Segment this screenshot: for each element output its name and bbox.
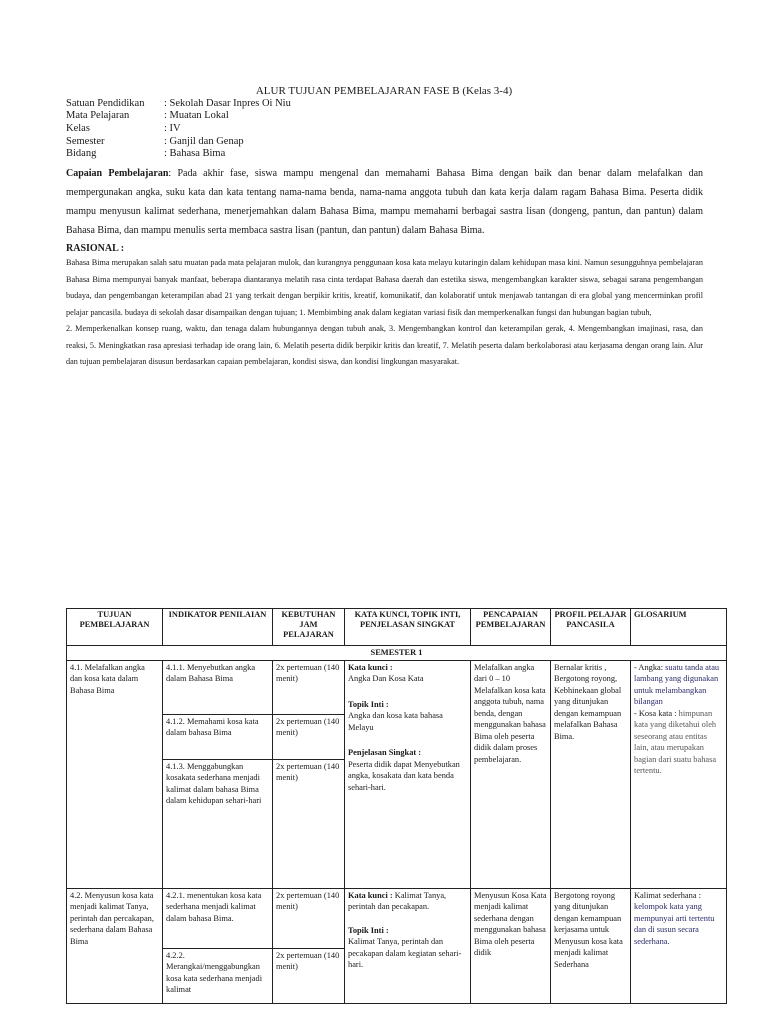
info-value: : Sekolah Dasar Inpres Oi Niu <box>164 98 291 109</box>
jam-cell <box>273 888 345 1003</box>
profil-cell: Bergotong royong yang ditunjukan dengan kemampuan kerjasama untuk Menyusun kosa kata menjadi kalimat Sederhana <box>551 888 631 1003</box>
capaian-label: Capaian Pembelajaran <box>66 168 169 179</box>
glosarium-definition: kelompok kata yang mempunyai arti tertentu dan di susun secara sederhana. <box>634 902 715 946</box>
tujuan-cell: 4.1. Melafalkan angka dan kosa kata dalam Bahasa Bima <box>67 660 163 888</box>
glosarium-cell <box>631 660 727 888</box>
glosarium-entry <box>634 708 723 777</box>
indikator-item: 4.2.2. Merangkai/menggabungkan kosa kata sederhana menjadi kalimat <box>163 948 272 997</box>
info-key: Kelas <box>66 123 90 134</box>
info-key: Semester <box>66 136 105 147</box>
capaian-text: : Pada akhir fase, siswa mampu mengenal dan memahami Bahasa Bima dengan baik dan benar dalam melafalkan dan mempergunakan angka, suku kata dan kata tentang nama-nama benda, nama-nama anggota tubuh dan kata kerja dalam ragam Bahasa Bima. Peserta didik mampu menyusun kalimat sederhana, menerjemahkan dalam Bahasa Bima, mampu memahami berbagai sastra lisan (dongeng, pantun, dan pantun) dalam Bahasa Bima, dan mampu menulis serta membaca sastra lisan (pantun, dan pantun) dalam Bahasa Bima. <box>66 168 704 236</box>
rasional-paragraph-2: 2. Memperkenalkan konsep ruang, waktu, dan tenaga dalam hubungannya dengan tubuh anak, 3. Mengembangkan kontrol dan keterampilan gerak, 4. Mengembangkan imajinasi, rasa, dan reaksi, 5. Meningkatkan rasa apresiasi terhadap ide orang lain, 6. Melatih peserta didik berpikir kritis dan kreatif, 7. Melatih peserta dalam berkolaborasi atau kerjasama dengan orang lain. Alur dan tujuan pembelajaran disusun berdasarkan capaian pembelajaran, kondisi siswa, dan kondisi lingkungan masyarakat. <box>66 324 703 366</box>
table-header-row <box>67 609 727 646</box>
indikator-item: 4.1.3. Menggabungkan kosakata sederhana menjadi kalimat dalam bahasa Bima dalam kehidupan sehari-hari <box>163 759 272 808</box>
indikator-cell <box>163 888 273 1003</box>
topik-inti-text: Kalimat Tanya, perintah dan pecakapan dalam kegiatan sehari-hari. <box>348 937 462 969</box>
glosarium-entry <box>634 662 723 708</box>
jam-item: 2x pertemuan (140 menit) <box>273 759 344 785</box>
glosarium-cell <box>631 888 727 1003</box>
kata-kunci-cell <box>345 888 471 1003</box>
info-value: : Ganjil dan Genap <box>164 136 244 147</box>
kata-kunci-label: Kata kunci : <box>348 890 393 900</box>
kata-kunci-entry <box>348 890 467 913</box>
pencapaian-cell: Menyusun Kosa Kata menjadi kalimat sederhana dengan menggunakan bahasa Bima oleh peserta didik <box>471 888 551 1003</box>
indikator-cell <box>163 660 273 888</box>
rasional-heading: RASIONAL : <box>66 243 125 254</box>
capaian-pembelajaran <box>66 164 703 240</box>
penjelasan-text: Peserta didik dapat Menyebutkan angka, kosakata dan kata benda sehari-hari. <box>348 759 460 792</box>
glosarium-definition: himpunan kata yang diketahui oleh seseorang atau entitas lain, atau merupakan bagian dari suatu bahasa tertentu. <box>634 708 717 775</box>
kata-kunci-text: Angka Dan Kosa Kata <box>348 674 424 683</box>
topik-inti-label: Topik Inti : <box>348 925 389 935</box>
info-key: Bidang <box>66 148 97 159</box>
tujuan-cell: 4.2. Menyusun kosa kata menjadi kalimat Tanya, perintah dan percakapan, sederhana dalam Bahasa Bima <box>67 888 163 1003</box>
jam-item: 2x pertemuan (140 menit) <box>276 890 340 911</box>
info-key: Mata Pelajaran <box>66 110 130 121</box>
header-cell: GLOSARIUM <box>631 609 727 646</box>
indikator-item: 4.1.2. Memahami kosa kata dalam bahasa Bima <box>163 714 272 759</box>
header-cell: PROFIL PELAJAR PANCASILA <box>551 609 631 646</box>
header-cell: KEBUTUHAN JAM PELAJARAN <box>273 609 345 646</box>
info-value: : IV <box>164 123 181 134</box>
header-cell: INDIKATOR PENILAIAN <box>163 609 273 646</box>
penjelasan-label: Penjelasan Singkat : <box>348 748 422 757</box>
profil-cell: Bernalar kritis , Bergotong royong, Kebhinekaan global yang ditunjukan dengan kemampuan melafalkan Bahasa Bima. <box>551 660 631 888</box>
rasional-body <box>66 255 703 371</box>
pencapaian-cell: Melafalkan angka dari 0 – 10 Melafalkan kosa kata anggota tubuh, nama benda, dengan menggunakan bahasa Bima oleh peserta didik dalam proses pembelajaran. <box>471 660 551 888</box>
kata-kunci-text: Kalimat Tanya, perintah dan pecakapan. <box>348 890 447 911</box>
glosarium-definition: suatu tanda atau lambang yang digunakan untuk melambangkan bilangan <box>634 662 720 706</box>
topik-inti-text: Angka dan kosa kata bahasa Melayu <box>348 711 443 732</box>
header-cell: KATA KUNCI, TOPIK INTI, PENJELASAN SINGKAT <box>345 609 471 646</box>
semester-row <box>67 646 727 661</box>
info-value: : Muatan Lokal <box>164 110 229 121</box>
jam-item: 2x pertemuan (140 menit) <box>273 714 344 759</box>
indikator-item: 4.1.1. Menyebutkan angka dalam Bahasa Bima <box>166 662 256 683</box>
table-row <box>67 660 727 888</box>
indikator-item: 4.2.1. menentukan kosa kata sederhana menjadi kalimat dalam bahasa Bima. <box>166 890 262 923</box>
atp-table <box>66 608 727 1004</box>
jam-item: 2x pertemuan (140 menit) <box>276 662 340 683</box>
glosarium-term: - Angka: <box>634 662 664 672</box>
jam-cell <box>273 660 345 888</box>
glosarium-term: Kalimat sederhana : <box>634 890 701 900</box>
table-row <box>67 888 727 1003</box>
semester-label: SEMESTER 1 <box>67 646 727 661</box>
page-title: ALUR TUJUAN PEMBELAJARAN FASE B (Kelas 3-4) <box>255 85 513 97</box>
rasional-paragraph-1: Bahasa Bima merupakan salah satu muatan pada mata pelajaran mulok, dan kurangnya penggunaan kosa kata melayu kutaringin dalam kehidupan masa kini. Namun sesungguhnya pembelajaran Bahasa Bima mempunyai banyak manfaat, beberapa diantaranya melatih rasa cinta terdapat Bahasa daerah dan estetika siswa, mengembangkan karakter siswa, sebagai sarana pengembangan budaya, dan pengembangan keterampilan abad 21 yang terkait dengan berpikir kritis, kreatif, komunikatif, dan kolaboratif untuk menjawab tantangan di era global yang mencerminkan profil pelajar pancasila. budaya di sekolah dasar disampaikan dengan tujuan; 1. Membimbing anak dalam kegiatan variasi fisik dan memperkenalkan fungsi dan hubungan bagian tubuh, <box>66 258 703 317</box>
glosarium-term: - Kosa kata : <box>634 708 677 718</box>
kata-kunci-cell <box>345 660 471 888</box>
kata-kunci-label: Kata kunci : <box>348 662 393 672</box>
info-key: Satuan Pendidikan <box>66 98 145 109</box>
info-value: : Bahasa Bima <box>164 148 226 159</box>
jam-item: 2x pertemuan (140 menit) <box>273 948 344 974</box>
topik-inti-label: Topik Inti : <box>348 699 389 709</box>
header-cell: PENCAPAIAN PEMBELAJARAN <box>471 609 551 646</box>
header-cell: TUJUAN PEMBELAJARAN <box>67 609 163 646</box>
